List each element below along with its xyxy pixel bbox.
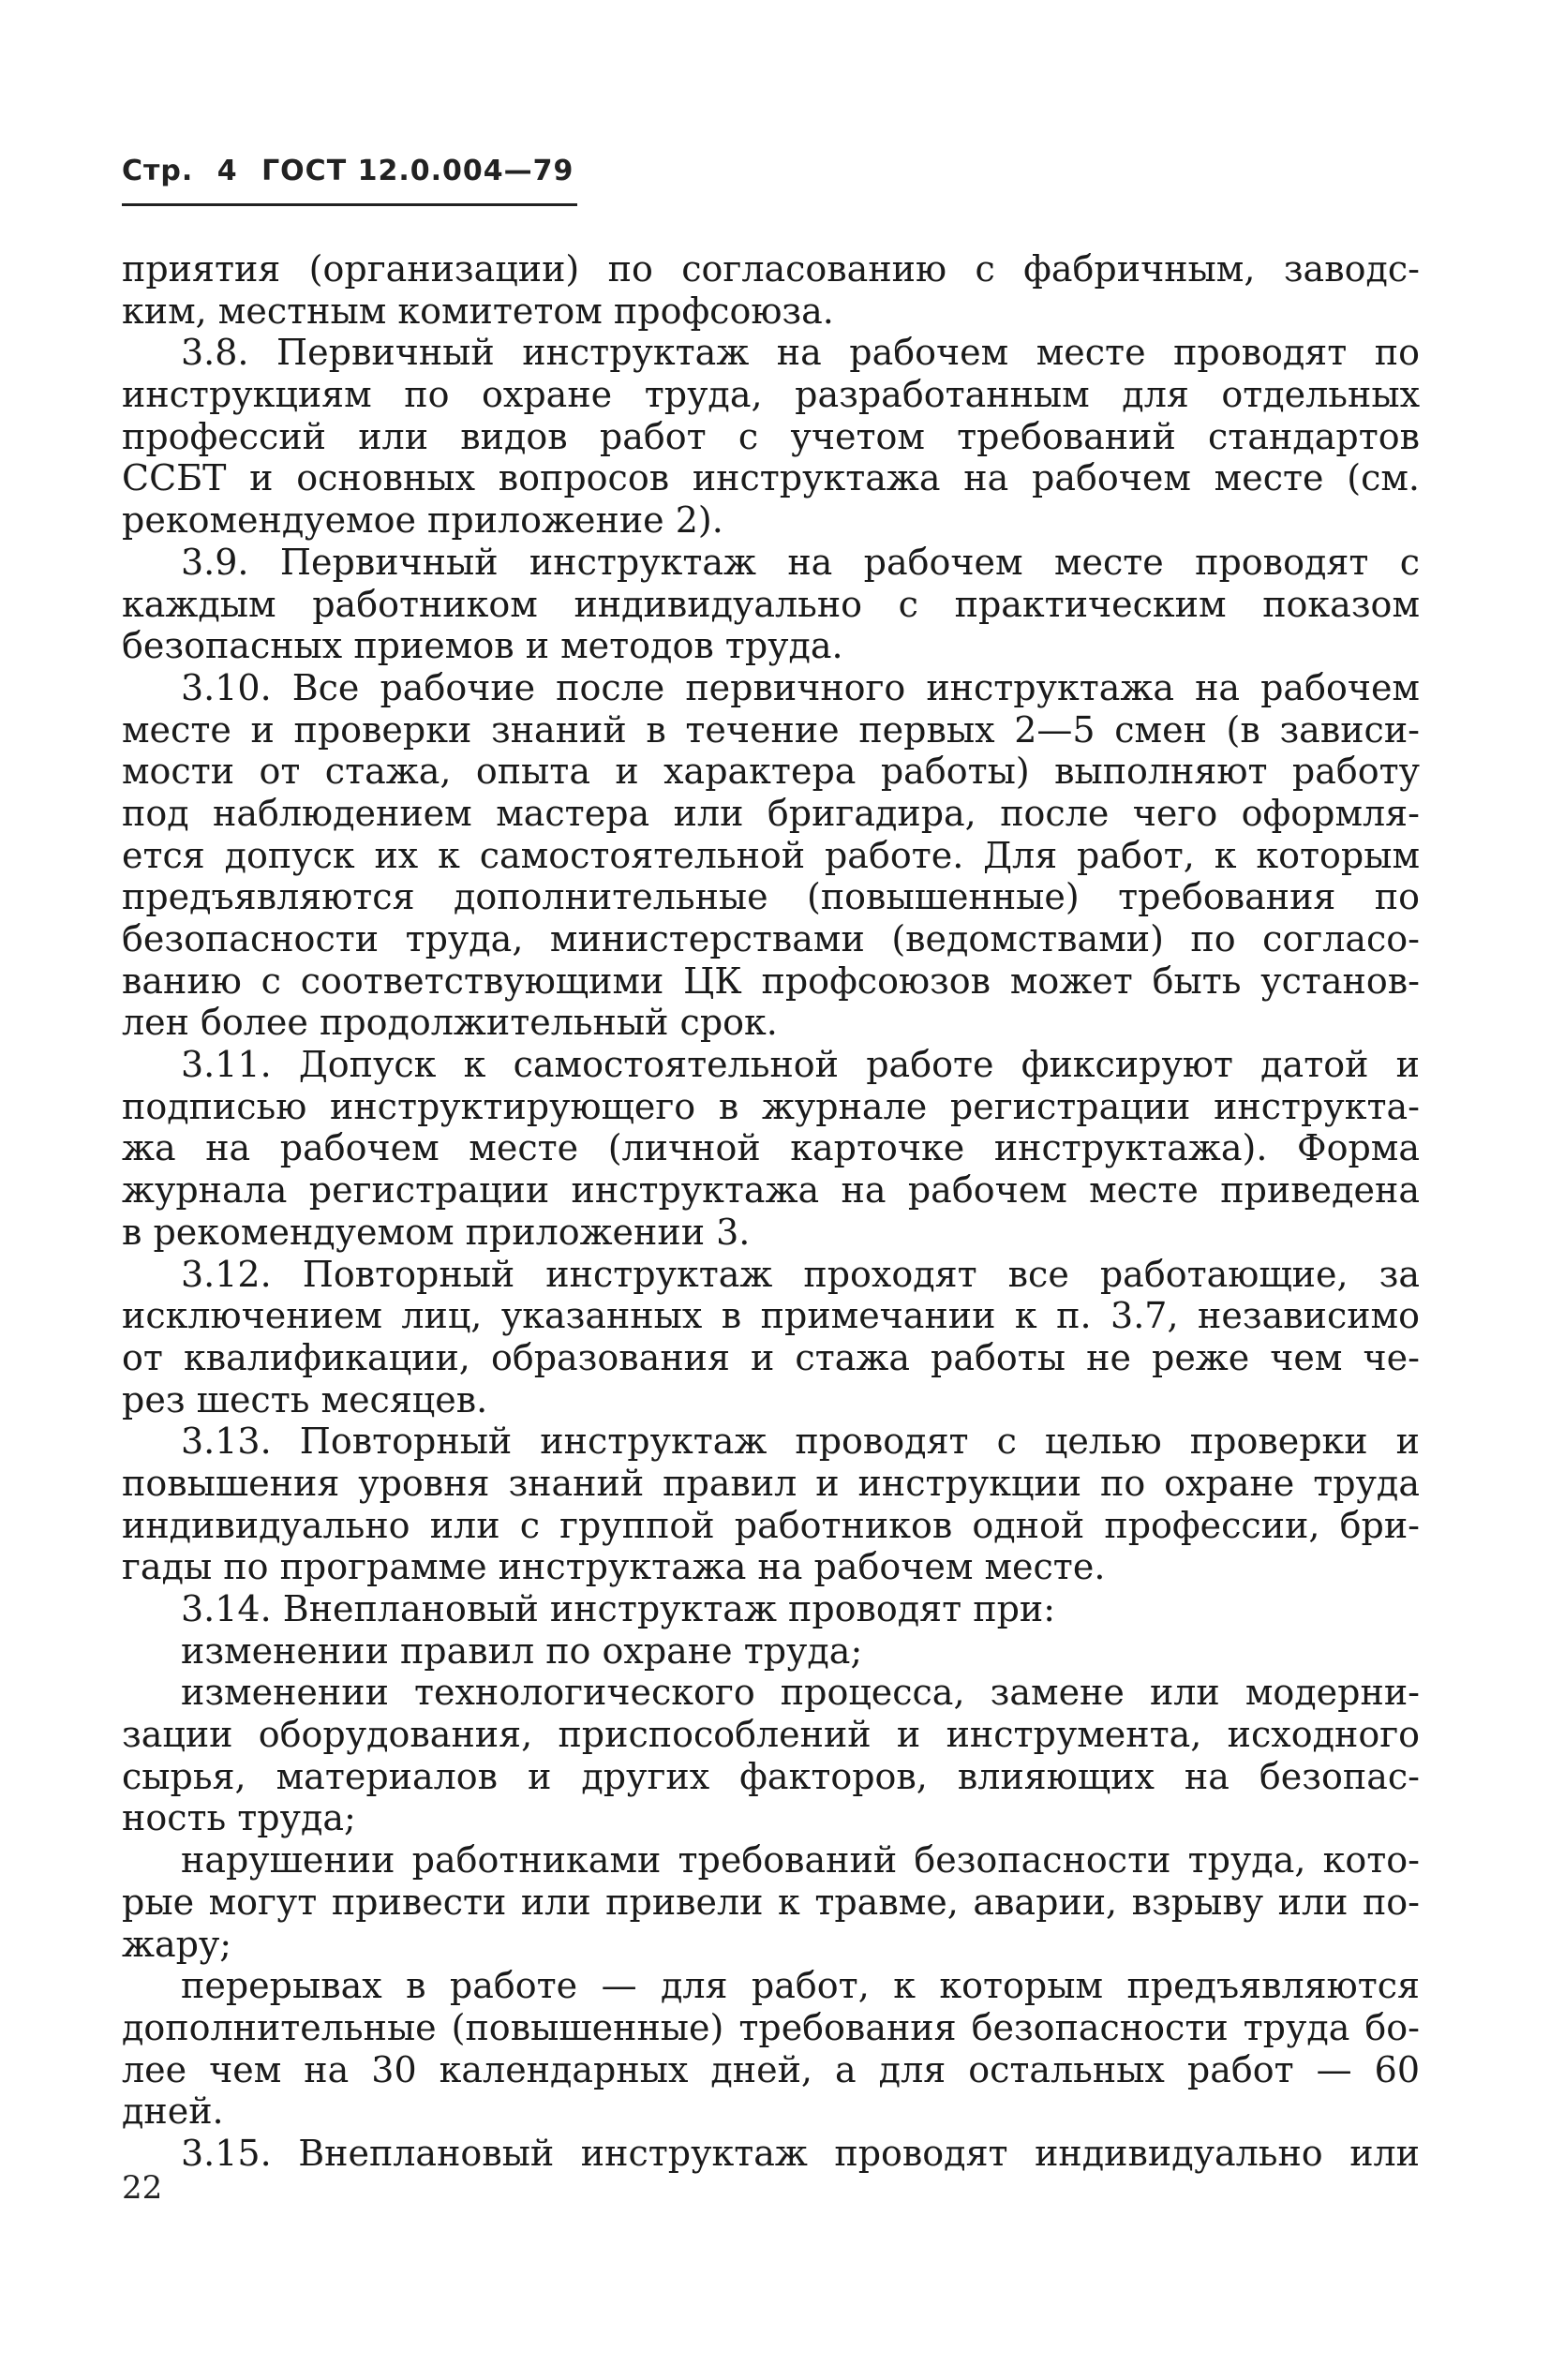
page-header — [122, 155, 587, 187]
header-prefix: Стр. — [122, 155, 194, 187]
text-line: безопасности труда, министерствами (ведомствами) по согласо- — [122, 918, 1420, 959]
text-line: ванию с соответствующими ЦК профсоюзов может быть установ- — [122, 959, 1420, 1002]
text-line: жару; — [122, 1923, 232, 1965]
header-page-number: 4 — [216, 155, 238, 187]
text-line: ССБТ и основных вопросов инструктажа на рабочем месте (см. — [122, 457, 1420, 499]
text-line: перерывах в работе — для работ, к которым предъявляются — [181, 1965, 1420, 2007]
text-line: дней. — [122, 2090, 224, 2133]
text-line: 3.12. Повторный инструктаж проходят все работающие, за — [181, 1253, 1420, 1295]
text-line: рез шесть месяцев. — [122, 1378, 488, 1421]
text-line: исключением лиц, указанных в примечании к п. 3.7, независимо — [122, 1295, 1420, 1337]
text-line: 3.10. Все рабочие после первичного инструктажа на рабочем — [181, 666, 1420, 708]
page-number: 22 — [122, 2169, 163, 2207]
text-line: 3.15. Внеплановый инструктаж проводят индивидуально или — [181, 2132, 1420, 2174]
text-line: сырья, материалов и других факторов, влияющих на безопас- — [122, 1755, 1420, 1797]
text-line: 3.14. Внеплановый инструктаж проводят при: — [181, 1588, 1056, 1629]
text-line: индивидуально или с группой работников одной профессии, бри- — [122, 1504, 1420, 1546]
text-line: подписью инструктирующего в журнале регистрации инструкта- — [122, 1085, 1420, 1127]
header-standard: ГОСТ 12.0.004—79 — [261, 155, 574, 187]
text-line: от квалификации, образования и стажа работы не реже чем че- — [122, 1336, 1420, 1378]
text-line: зации оборудования, приспособлений и инструмента, исходного — [122, 1714, 1420, 1756]
body-text — [122, 248, 1420, 2175]
text-line: 3.8. Первичный инструктаж на рабочем месте проводят по — [181, 332, 1420, 374]
text-line: под наблюдением мастера или бригадира, после чего оформля- — [122, 792, 1420, 834]
text-line: журнала регистрации инструктажа на рабочем месте приведена — [122, 1169, 1420, 1212]
text-line: 3.13. Повторный инструктаж проводят с целью проверки и — [181, 1421, 1420, 1463]
text-line: 3.11. Допуск к самостоятельной работе фиксируют датой и — [181, 1044, 1420, 1086]
text-line: безопасных приемов и методов труда. — [122, 625, 843, 667]
text-line: изменении технологического процесса, замене или модерни- — [181, 1672, 1420, 1714]
text-line: в рекомендуемом приложении 3. — [122, 1211, 751, 1253]
text-line: предъявляются дополнительные (повышенные) требования по — [122, 876, 1420, 918]
header-rule — [122, 203, 577, 206]
text-line: ким, местным комитетом профсоюза. — [122, 290, 834, 332]
text-line: месте и проверки знаний в течение первых 2—5 смен (в зависи- — [122, 708, 1420, 751]
text-line: профессий или видов работ с учетом требований стандартов — [122, 415, 1420, 457]
text-line: лен более продолжительный срок. — [122, 1002, 778, 1044]
text-line: жа на рабочем месте (личной карточке инструктажа). Форма — [122, 1127, 1420, 1169]
text-line: лее чем на 30 календарных дней, а для остальных работ — 60 — [122, 2048, 1420, 2090]
text-line: рекомендуемое приложение 2). — [122, 499, 723, 542]
text-line: рые могут привести или привели к травме, аварии, взрыву или по- — [122, 1881, 1420, 1923]
text-line: 3.9. Первичный инструктаж на рабочем месте проводят с — [181, 541, 1420, 583]
text-line: ность труда; — [122, 1797, 356, 1839]
text-line: инструкциям по охране труда, разработанным для отдельных — [122, 374, 1420, 416]
text-line: гады по программе инструктажа на рабочем месте. — [122, 1546, 1106, 1588]
text-line: приятия (организации) по согласованию с фабричным, заводс- — [122, 248, 1420, 290]
text-line: каждым работником индивидуально с практическим показом — [122, 583, 1420, 625]
text-line: мости от стажа, опыта и характера работы) выполняют работу — [122, 751, 1420, 793]
text-line: нарушении работниками требований безопасности труда, кото- — [181, 1839, 1420, 1882]
text-line: повышения уровня знаний правил и инструкции по охране труда — [122, 1462, 1420, 1504]
text-line: ется допуск их к самостоятельной работе. Для работ, к которым — [122, 834, 1420, 876]
text-line: дополнительные (повышенные) требования безопасности труда бо- — [122, 2006, 1420, 2048]
text-line: изменении правил по охране труда; — [181, 1629, 863, 1672]
